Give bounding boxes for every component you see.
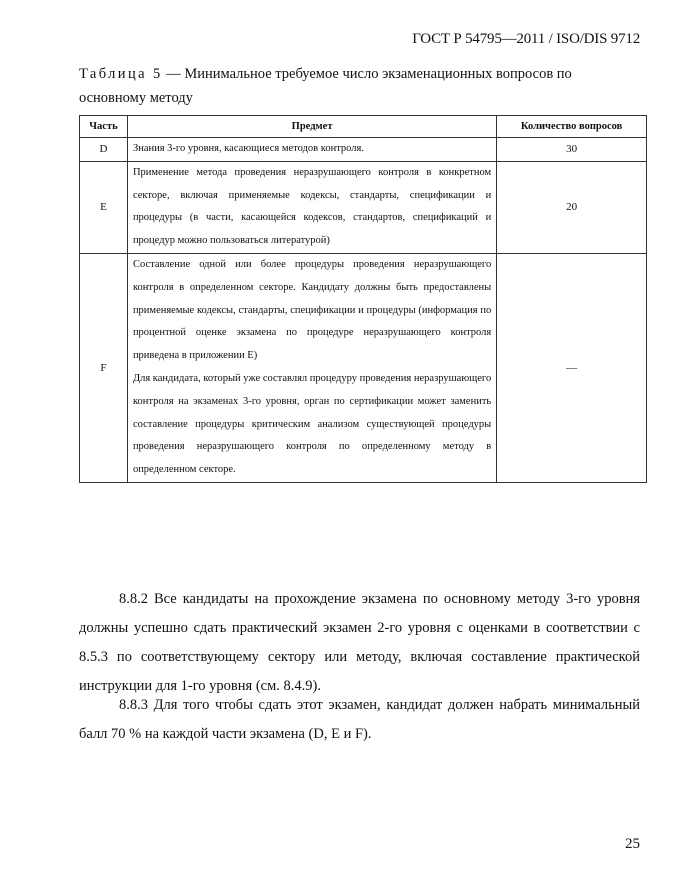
- part-cell: E: [80, 161, 128, 253]
- part-cell: F: [80, 253, 128, 482]
- subject-cell: [127, 138, 496, 162]
- table-caption-text: — Минимальное требуемое число экзаменационных вопросов по основному методу: [79, 66, 572, 106]
- subject-text: Знания 3-го уровня, касающиеся методов контроля.: [132, 143, 364, 154]
- column-header-subject: Предмет: [127, 116, 496, 138]
- subject-text: Применение метода проведения неразрушающего контроля в конкретном секторе, включая применяемые кодексы, стандарты, спецификации и процедуры (в части, касающейся кодексов, стандартов, спецификаций и процедур можно пользоваться литературой): [132, 166, 492, 247]
- subject-text: Составление одной или более процедуры проведения неразрушающего контроля в определенном секторе. Кандидату должны быть предоставлены применяемые кодексы, стандарты, спецификации и процедуры (информация по процентной оценке экзамена по процедуре неразрушающего контроля приведена в приложении Е): [132, 258, 492, 362]
- subject-cell: [127, 161, 496, 253]
- document-header: ГОСТ Р 54795—2011 / ISO/DIS 9712: [412, 31, 640, 47]
- paragraph-8-8-2: 8.8.2 Все кандидаты на прохождение экзамена по основному методу 3-го уровня должны успешно сдать практический экзамен 2-го уровня с оценками в соответствии с 8.5.3 по соответствующему сектору или методу, включая составление практической инструкции для 1-го уровня (см. 8.4.9).: [79, 590, 640, 694]
- table-row: [80, 161, 647, 253]
- table-caption: [79, 62, 639, 110]
- subject-cell: [127, 253, 496, 482]
- table-header-row: [80, 116, 647, 138]
- exam-questions-table: [79, 115, 647, 483]
- subject-text-note: Для кандидата, который уже составлял процедуру проведения неразрушающего контроля на экзаменах 3-го уровня, орган по сертификации может заменить составление процедуры критическим анализом существующей процедуры проведения неразрушающего контроля по определенному методу в определенном секторе.: [132, 372, 492, 476]
- page-number: 25: [625, 836, 640, 852]
- column-header-count: Количество вопросов: [497, 116, 647, 138]
- count-cell: —: [497, 253, 647, 482]
- table-row: [80, 253, 647, 482]
- count-cell: 20: [497, 161, 647, 253]
- part-cell: D: [80, 138, 128, 162]
- column-header-part: Часть: [80, 116, 128, 138]
- table-row: [80, 138, 647, 162]
- paragraph-8-8-3: 8.8.3 Для того чтобы сдать этот экзамен, кандидат должен набрать минимальный балл 70 % на каждой части экзамена (D, E и F).: [79, 696, 640, 742]
- table-caption-lead: Таблица 5: [79, 66, 163, 82]
- count-cell: 30: [497, 138, 647, 162]
